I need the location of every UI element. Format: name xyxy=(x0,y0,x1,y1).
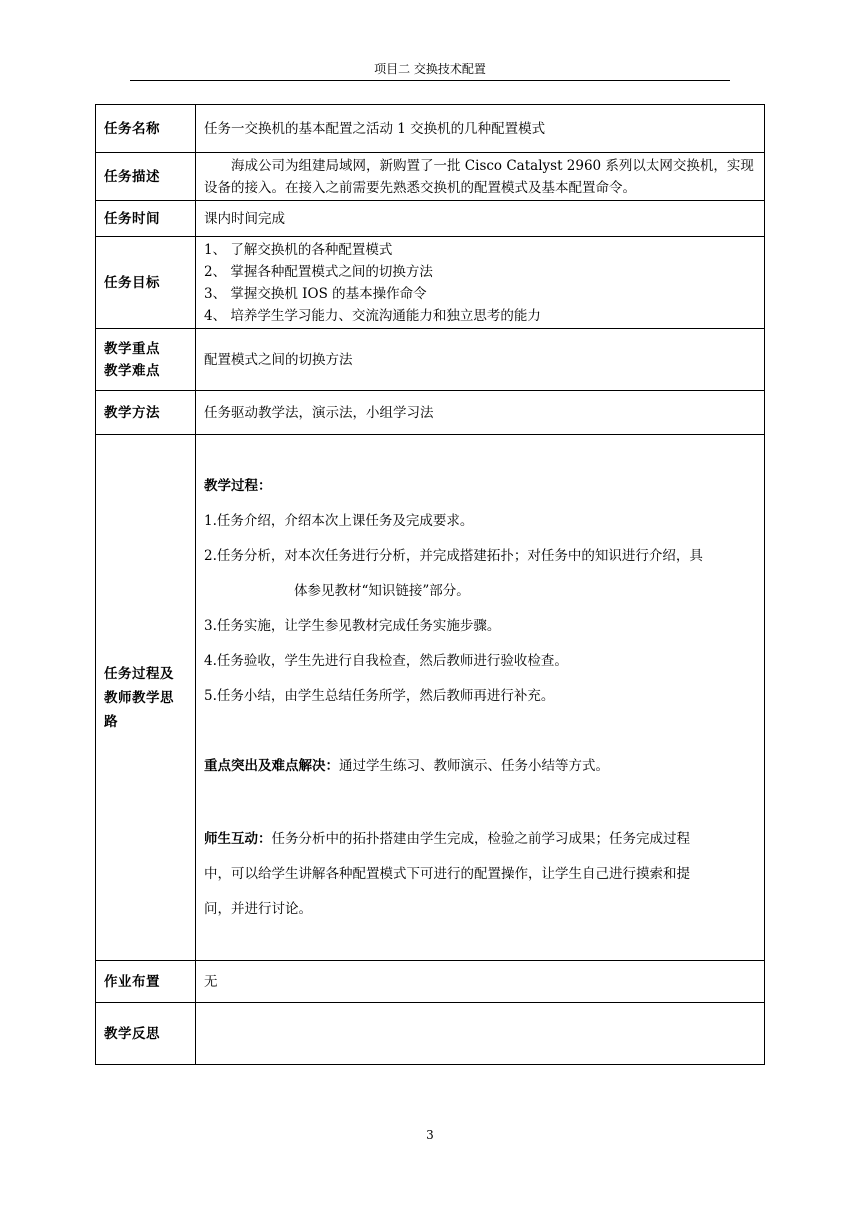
label-key-point: 教学重点 xyxy=(104,340,160,357)
interaction-line: 问，并进行讨论。 xyxy=(204,900,312,917)
label-homework: 作业布置 xyxy=(96,961,196,1003)
label-task-name: 任务名称 xyxy=(96,105,196,153)
focus-label: 重点突出及难点解决： xyxy=(204,757,339,774)
row-methods xyxy=(96,391,765,435)
value-process xyxy=(196,435,765,961)
process-step: 3.任务实施，让学生参见教材完成任务实施步骤。 xyxy=(204,617,501,634)
row-key-points xyxy=(96,329,765,391)
interaction-text: 任务分析中的拓扑搭建由学生完成，检验之前学习成果；任务完成过程 xyxy=(271,830,690,847)
row-task-time xyxy=(96,201,765,237)
value-task-desc: 海成公司为组建局域网，新购置了一批 Cisco Catalyst 2960 系列以太网交换机，实现设备的接入。在接入之前需要先熟悉交换机的配置模式及基本配置命令。 xyxy=(196,153,765,201)
row-task-goals xyxy=(96,237,765,329)
interaction-line xyxy=(204,822,756,857)
label-methods: 教学方法 xyxy=(96,391,196,435)
value-reflection xyxy=(196,1003,765,1065)
row-process xyxy=(96,435,765,961)
process-step: 5.任务小结，由学生总结任务所学，然后教师再进行补充。 xyxy=(204,687,555,704)
process-heading: 教学过程： xyxy=(204,477,272,494)
process-step: 1.任务介绍，介绍本次上课任务及完成要求。 xyxy=(204,512,474,529)
process-step: 2.任务分析，对本次任务进行分析，并完成搭建拓扑；对任务中的知识进行介绍，具 xyxy=(204,547,703,564)
value-homework: 无 xyxy=(196,961,765,1003)
running-header: 项目二 交换技术配置 xyxy=(374,62,486,76)
label-task-desc: 任务描述 xyxy=(96,153,196,201)
goal-item: 1、 了解交换机的各种配置模式 xyxy=(204,241,393,258)
label-process: 任务过程及教师教学思路 xyxy=(96,435,196,961)
label-difficult-point: 教学难点 xyxy=(104,362,160,379)
goal-item: 4、 培养学生学习能力、交流沟通能力和独立思考的能力 xyxy=(204,307,541,324)
header-rule xyxy=(130,80,730,81)
value-task-goals xyxy=(196,237,765,329)
lesson-plan-table xyxy=(95,104,765,1065)
row-homework xyxy=(96,961,765,1003)
interaction-label: 师生互动： xyxy=(204,830,272,847)
goal-item: 3、 掌握交换机 IOS 的基本操作命令 xyxy=(204,285,427,302)
value-task-name: 任务一交换机的基本配置之活动 1 交换机的几种配置模式 xyxy=(196,105,765,153)
focus-text: 通过学生练习、教师演示、任务小结等方式。 xyxy=(339,757,609,774)
process-step-continuation: 体参见教材“知识链接”部分。 xyxy=(294,582,470,599)
value-task-time: 课内时间完成 xyxy=(196,201,765,237)
row-task-desc xyxy=(96,153,765,201)
interaction-line: 中，可以给学生讲解各种配置模式下可进行的配置操作，让学生自己进行摸索和提 xyxy=(204,865,690,882)
value-key-points: 配置模式之间的切换方法 xyxy=(196,329,765,391)
row-reflection xyxy=(96,1003,765,1065)
label-reflection: 教学反思 xyxy=(96,1003,196,1065)
spacer xyxy=(204,714,756,749)
page-number: 3 xyxy=(426,1128,434,1142)
process-step: 4.任务验收，学生先进行自我检查，然后教师进行验收检查。 xyxy=(204,652,568,669)
row-task-name xyxy=(96,105,765,153)
goal-item: 2、 掌握各种配置模式之间的切换方法 xyxy=(204,263,433,280)
label-task-goals: 任务目标 xyxy=(96,237,196,329)
value-methods: 任务驱动教学法，演示法，小组学习法 xyxy=(196,391,765,435)
label-task-time: 任务时间 xyxy=(96,201,196,237)
label-key-points xyxy=(96,329,196,391)
focus-paragraph xyxy=(204,749,756,784)
spacer xyxy=(204,784,756,822)
